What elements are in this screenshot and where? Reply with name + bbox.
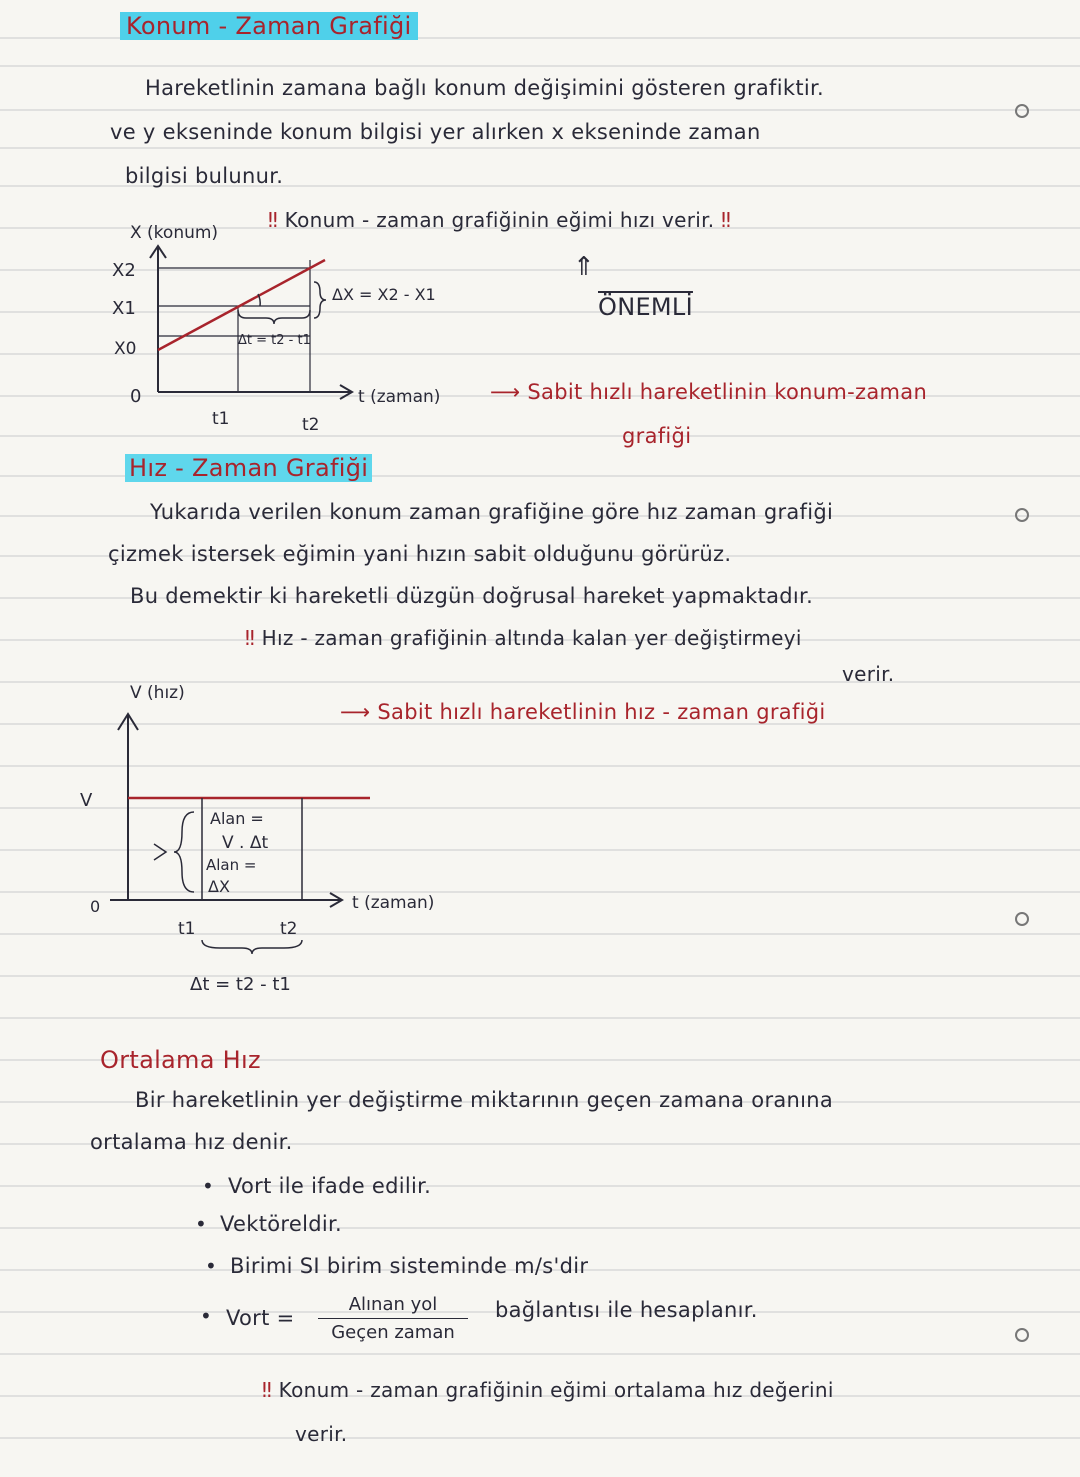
bullet-dot: •	[202, 1174, 214, 1198]
paragraph-line: Bir hareketlinin yer değiştirme miktarının geçen zamana oranına	[135, 1088, 834, 1112]
paragraph-line: çizmek istersek eğimin yani hızın sabit olduğunu görürüz.	[108, 542, 732, 566]
paragraph-line: ve y ekseninde konum bilgisi yer alırken x ekseninde zaman	[110, 120, 761, 144]
area-brace	[174, 812, 194, 892]
chevron-right-icon	[154, 844, 166, 860]
position-time-graph	[100, 210, 480, 440]
delta-t-brace	[238, 310, 310, 324]
x0-label: X0	[114, 339, 137, 359]
bullet-dot: •	[205, 1254, 217, 1278]
paragraph-line: Bu demektir ki hareketli düzgün doğrusal hareket yapmaktadır.	[130, 584, 814, 608]
paragraph-line: Yukarıda verilen konum zaman grafiğine göre hız zaman grafiği	[150, 500, 834, 524]
paragraph-line: bilgisi bulunur.	[125, 164, 284, 188]
section-title-ortalama-hiz: Ortalama Hız	[100, 1046, 261, 1074]
y-axis-label: X (konum)	[130, 223, 219, 243]
t2-label: t2	[302, 415, 320, 435]
key-rule-cont: verir.	[295, 1422, 348, 1446]
formula-numerator: Alınan yol	[348, 1294, 438, 1315]
delta-t-label: Δt = t2 - t1	[190, 974, 291, 995]
important-label: ÖNEMLİ	[598, 293, 693, 321]
bullet-item: bağlantısı ile hesaplanır.	[495, 1298, 758, 1322]
bullet-dot: •	[200, 1304, 212, 1328]
bullet-item: Vektöreldir.	[220, 1212, 342, 1236]
x-axis-label: t (zaman)	[358, 387, 441, 407]
formula-fraction	[318, 1294, 468, 1343]
area-label: ΔX	[208, 877, 230, 896]
delta-x-brace	[314, 282, 326, 318]
arrow-right-icon: ⟶	[340, 700, 378, 724]
paragraph-line: ortalama hız denir.	[90, 1130, 293, 1154]
origin-label: 0	[90, 897, 101, 916]
x-axis-label: t (zaman)	[352, 893, 435, 913]
x1-label: X1	[112, 298, 136, 319]
formula-lhs: Vort =	[226, 1306, 295, 1330]
paragraph-line: Hareketlinin zamana bağlı konum değişimini gösteren grafiktir.	[145, 76, 824, 100]
delta-t-label: Δt = t2 - t1	[238, 333, 311, 348]
bullet-dot: •	[195, 1212, 207, 1236]
caption-line: ⟶ Sabit hızlı hareketlinin hız - zaman grafiği	[340, 700, 826, 724]
fraction-bar	[318, 1318, 468, 1319]
y-axis-label: V (hız)	[130, 683, 185, 703]
t2-label: t2	[280, 919, 298, 939]
key-rule: ‼ Konum - zaman grafiğinin eğimi hızı verir. ‼	[268, 208, 732, 232]
origin-label: 0	[130, 386, 142, 407]
area-label: V . Δt	[222, 833, 269, 853]
v-label: V	[80, 790, 93, 811]
section-title-konum-zaman: Konum - Zaman Grafiği	[120, 12, 418, 40]
t1-label: t1	[212, 409, 230, 429]
delta-t-brace	[202, 940, 302, 954]
section-title-hiz-zaman: Hız - Zaman Grafiği	[125, 454, 372, 482]
bullet-item: Vort ile ifade edilir.	[228, 1174, 432, 1198]
area-label: Alan =	[210, 809, 264, 828]
key-rule: ‼ Hız - zaman grafiğinin altında kalan yer değiştirmeyi	[245, 626, 802, 650]
caption-line: grafiği	[622, 424, 692, 448]
x2-label: X2	[112, 260, 136, 281]
arrow-right-icon: ⟶	[490, 380, 528, 404]
key-rule: ‼ Konum - zaman grafiğinin eğimi ortalama hız değerini	[262, 1378, 834, 1402]
key-rule-cont: verir.	[842, 662, 895, 686]
caption-line: ⟶ Sabit hızlı hareketlinin konum-zaman	[490, 380, 928, 404]
t1-label: t1	[178, 919, 196, 939]
delta-x-label: ΔX = X2 - X1	[332, 285, 436, 304]
area-label: Alan =	[206, 856, 257, 874]
up-arrow-icon: ⇑	[573, 252, 596, 282]
bullet-item: Birimi SI birim sisteminde m/s'dir	[230, 1254, 589, 1278]
formula-denominator: Geçen zaman	[331, 1322, 455, 1343]
velocity-time-graph	[70, 672, 490, 1002]
